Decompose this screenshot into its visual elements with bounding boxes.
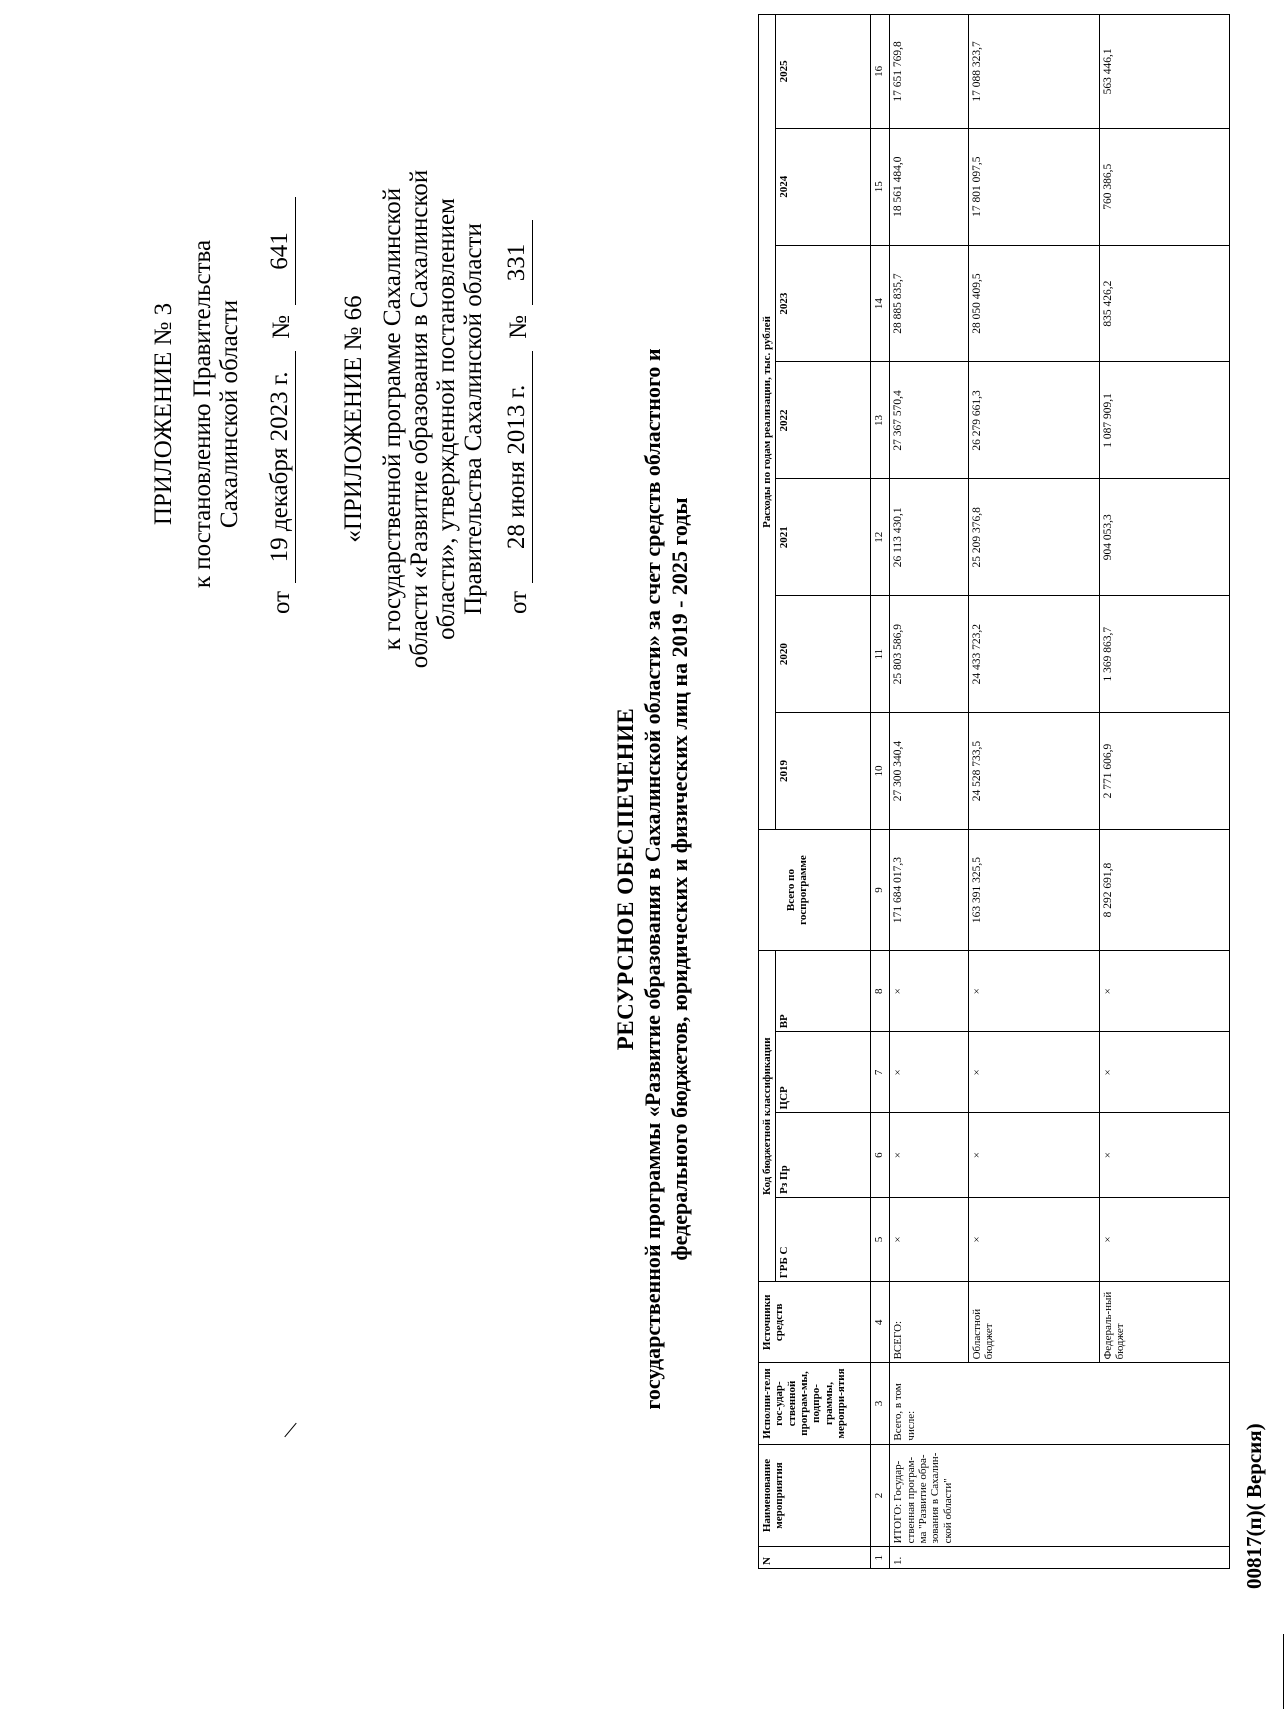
- header-year: 2020: [776, 596, 871, 713]
- row-year-value: 25 803 586,9: [890, 596, 969, 713]
- row-year-value: 28 050 409,5: [969, 245, 1099, 362]
- table-row: [969, 15, 1099, 1569]
- header-year: 2023: [776, 245, 871, 362]
- column-number: 7: [871, 1032, 890, 1113]
- row-rzpr: ×: [1099, 1113, 1230, 1197]
- row-year-value: 17 651 769,8: [890, 15, 969, 129]
- row-rzpr: ×: [890, 1113, 969, 1197]
- ot-label: от: [267, 590, 295, 614]
- document-title: [612, 169, 694, 1589]
- row-total: 8 292 691,8: [1099, 829, 1230, 950]
- appendix-66-date: 28 июня 2013 г.: [503, 351, 533, 583]
- row-year-value: 27 367 570,4: [890, 362, 969, 479]
- header-total: Всего по госпрограмме: [759, 829, 871, 950]
- column-number: 9: [871, 829, 890, 950]
- row-grbs: ×: [969, 1197, 1099, 1281]
- header-year: 2019: [776, 713, 871, 830]
- column-number: 5: [871, 1197, 890, 1281]
- row-year-value: 28 885 835,7: [890, 245, 969, 362]
- appendix-66-block: [340, 169, 487, 669]
- row-vr: ×: [890, 951, 969, 1032]
- document-title-line: федерального бюджетов, юридических и физических лиц на 2019 - 2025 годы: [666, 497, 692, 1261]
- stray-mark: [284, 1423, 296, 1437]
- row-vr: ×: [1099, 951, 1230, 1032]
- column-number: 3: [871, 1363, 890, 1444]
- row-vr: ×: [969, 951, 1099, 1032]
- header-row: [759, 15, 776, 1569]
- row-year-value: 25 209 376,8: [969, 479, 1099, 596]
- row-csr: ×: [969, 1032, 1099, 1113]
- column-number: 13: [871, 362, 890, 479]
- row-year-value: 24 528 733,5: [969, 713, 1099, 830]
- row-name: ИТОГО: Государ-ственная програм-ма "Развитие обра-зования в Сахалин-ской области": [890, 1444, 1230, 1547]
- header-vr: ВР: [776, 951, 871, 1032]
- column-number: 15: [871, 128, 890, 245]
- column-number: 12: [871, 479, 890, 596]
- row-year-value: 563 446,1: [1099, 15, 1230, 129]
- row-grbs: ×: [1099, 1197, 1230, 1281]
- header-grbs: ГРБ С: [776, 1197, 871, 1281]
- column-number: 11: [871, 596, 890, 713]
- row-csr: ×: [1099, 1032, 1230, 1113]
- column-number-row: [871, 15, 890, 1569]
- header-year: 2022: [776, 362, 871, 479]
- document-title-line: государственной программы «Развитие образования в Сахалинской области» за счет средств областного и: [640, 348, 666, 1410]
- document-title-main: РЕСУРСНОЕ ОБЕСПЕЧЕНИЕ: [613, 707, 638, 1051]
- header-n: N: [759, 1547, 871, 1569]
- header-csr: ЦСР: [776, 1032, 871, 1113]
- column-number: 2: [871, 1444, 890, 1547]
- appendix-66-title: «ПРИЛОЖЕНИЕ № 66: [340, 295, 367, 543]
- row-csr: ×: [890, 1032, 969, 1113]
- row-year-value: 24 433 723,2: [969, 596, 1099, 713]
- appendix-66-line: Правительства Сахалинской области: [460, 223, 487, 615]
- row-source: Федераль-ный бюджет: [1099, 1282, 1230, 1363]
- row-year-value: 26 279 661,3: [969, 362, 1099, 479]
- table-row: [890, 15, 969, 1569]
- row-total: 163 391 325,5: [969, 829, 1099, 950]
- header-year: 2025: [776, 15, 871, 129]
- column-number: 6: [871, 1113, 890, 1197]
- header-executors: Исполни-тели гос-удар-ственной програм-мы, подпро-граммы, меропри-ятия: [759, 1363, 871, 1444]
- row-total: 171 684 017,3: [890, 829, 969, 950]
- row-year-value: 1 087 909,1: [1099, 362, 1230, 479]
- appendix-3-signature-line: [266, 197, 296, 614]
- row-rzpr: ×: [969, 1113, 1099, 1197]
- appendix-66-line: к государственной программе Сахалинской: [379, 187, 406, 651]
- row-year-value: 760 386,5: [1099, 128, 1230, 245]
- header-sources: Источники средств: [759, 1282, 871, 1363]
- header-year: 2021: [776, 479, 871, 596]
- appendix-66-line: области», утвержденной постановлением: [433, 198, 460, 640]
- row-year-value: 835 426,2: [1099, 245, 1230, 362]
- header-rzpr: Рз Пр: [776, 1113, 871, 1197]
- ot-label: от: [504, 590, 532, 614]
- resource-table: [758, 14, 1230, 1569]
- appendix-3-block: [150, 199, 243, 629]
- column-number: 1: [871, 1547, 890, 1569]
- appendix-66-signature-line: [503, 220, 533, 614]
- document-code: 00817(п)( Версия): [1242, 1423, 1266, 1589]
- appendix-66-number: 331: [503, 220, 533, 305]
- header-budget-code: Код бюджетной классификации: [759, 951, 776, 1282]
- number-sign: №: [267, 315, 295, 339]
- row-year-value: 2 771 606,9: [1099, 713, 1230, 830]
- row-year-value: 17 088 323,7: [969, 15, 1099, 129]
- table-row: [1099, 15, 1230, 1569]
- header-name: Наименование мероприятия: [759, 1444, 871, 1547]
- header-year: 2024: [776, 128, 871, 245]
- row-number: 1.: [890, 1547, 1230, 1569]
- row-year-value: 904 053,3: [1099, 479, 1230, 596]
- header-expenses: Расходы по годам реализации, тыс. рублей: [759, 15, 776, 830]
- appendix-3-line: к постановлению Правительства: [189, 239, 216, 589]
- appendix-3-title: ПРИЛОЖЕНИЕ № 3: [150, 302, 177, 526]
- row-source: Областной бюджет: [969, 1282, 1099, 1363]
- row-year-value: 1 369 863,7: [1099, 596, 1230, 713]
- row-year-value: 27 300 340,4: [890, 713, 969, 830]
- row-grbs: ×: [890, 1197, 969, 1281]
- row-year-value: 26 113 430,1: [890, 479, 969, 596]
- appendix-66-line: области «Развитие образования в Сахалинской: [406, 169, 433, 669]
- appendix-3-number: 641: [266, 197, 296, 305]
- row-year-value: 18 561 484,0: [890, 128, 969, 245]
- row-source: ВСЕГО:: [890, 1282, 969, 1363]
- number-sign: №: [504, 315, 532, 339]
- appendix-3-date: 19 декабря 2023 г.: [266, 351, 296, 583]
- column-number: 14: [871, 245, 890, 362]
- column-number: 4: [871, 1282, 890, 1363]
- appendix-3-line: Сахалинской области: [216, 299, 243, 529]
- column-number: 8: [871, 951, 890, 1032]
- column-number: 10: [871, 713, 890, 830]
- column-number: 16: [871, 15, 890, 129]
- row-year-value: 17 801 097,5: [969, 128, 1099, 245]
- row-executor: Всего, в том числе:: [890, 1363, 1230, 1444]
